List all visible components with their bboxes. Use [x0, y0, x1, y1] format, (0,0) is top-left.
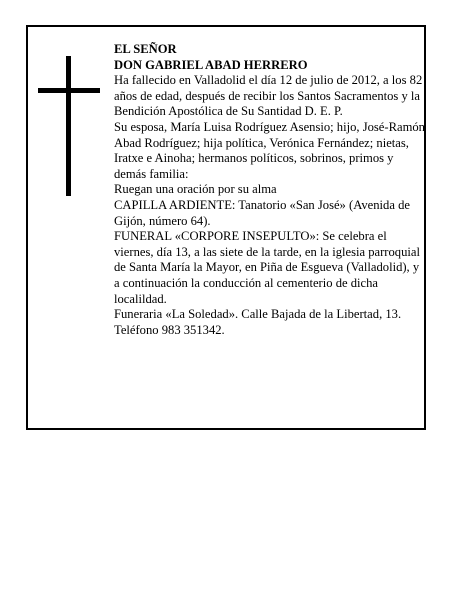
- family-list: Su esposa, María Luisa Rodríguez Asensio; hijo, José-Ramón Abad Rodríguez; hija política, Verónica Fernández; nietas, Iratxe e Ainoha; hermanos políticos, sobrinos, primos y demás familia:: [114, 119, 425, 181]
- funeral-info: FUNERAL «CORPORE INSEPULTO»: Se celebra el viernes, día 13, a las siete de la tarde, en la iglesia parroquial de Santa María la Mayor, en Piña de Esgueva (Valladolid), y a continuación la conducción al cementerio de dicha localildad.: [114, 229, 420, 306]
- death-announcement: Ha fallecido en Valladolid el día 12 de julio de 2012, a los 82 años de edad, después de recibir los Santos Sacramentos y la Bendición Apostólica de Su Santidad D. E. P.: [114, 73, 423, 119]
- cross-vertical-bar: [66, 56, 71, 196]
- chapel-info: CAPILLA ARDIENTE: Tanatorio «San José» (Avenida de Gijón, número 64).: [114, 197, 410, 228]
- cross-horizontal-bar: [38, 88, 100, 93]
- notice-body: [114, 42, 426, 338]
- obituary-notice: [26, 25, 426, 430]
- cross-icon: [38, 56, 100, 196]
- notice-title: EL SEÑOR: [114, 42, 177, 56]
- prayer-request: Ruegan una oración por su alma: [114, 182, 277, 197]
- deceased-name: DON GABRIEL ABAD HERRERO: [114, 57, 308, 72]
- funeral-home-info: Funeraria «La Soledad». Calle Bajada de la Libertad, 13. Teléfono 983 351342.: [114, 307, 402, 337]
